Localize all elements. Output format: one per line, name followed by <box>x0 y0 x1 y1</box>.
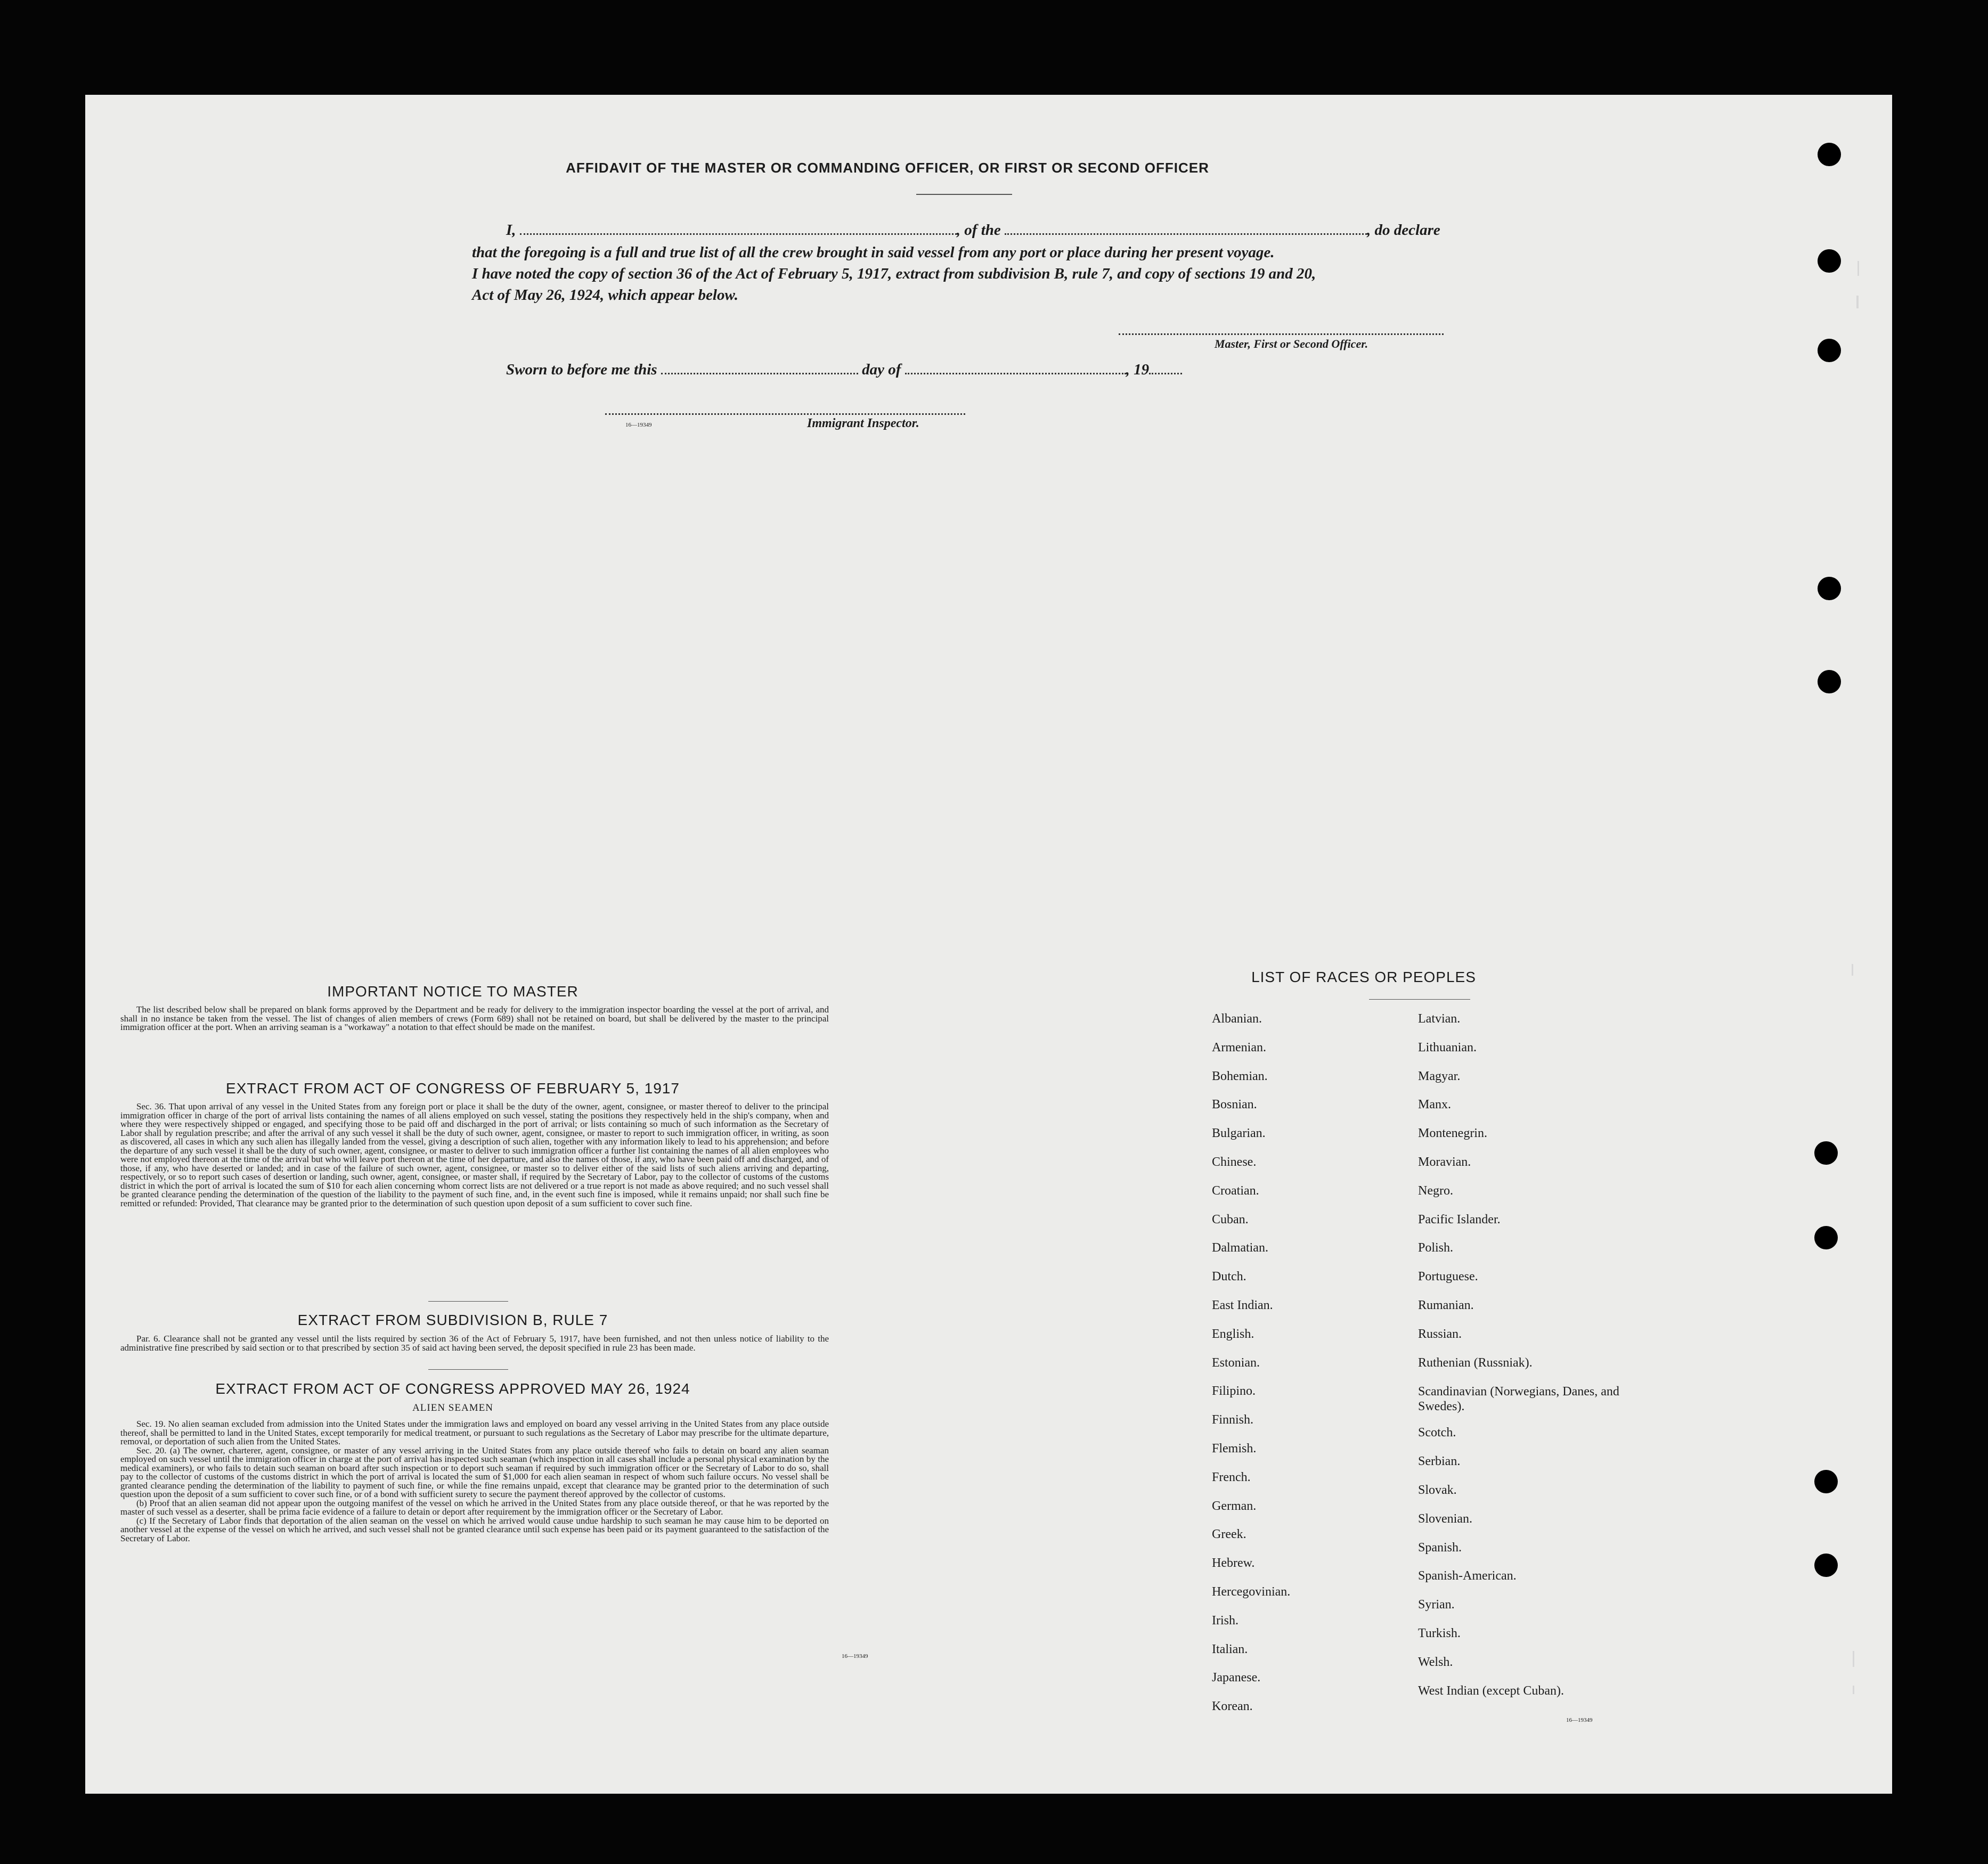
sworn-year-blank[interactable] <box>1149 373 1182 374</box>
binder-hole <box>1818 577 1841 600</box>
extract-1917-rule <box>428 1301 508 1302</box>
master-signature-label: Master, First or Second Officer. <box>1215 337 1368 350</box>
race-item: Polish. <box>1418 1241 1454 1255</box>
race-item: Moravian. <box>1418 1155 1471 1169</box>
affidavit-i: I, <box>506 222 516 239</box>
notice-body <box>120 1005 829 1032</box>
race-item: Hebrew. <box>1212 1556 1255 1571</box>
form-page <box>85 95 1892 1794</box>
scan-speck <box>1853 1651 1854 1667</box>
race-item: Flemish. <box>1212 1442 1257 1456</box>
scan-speck <box>1852 964 1853 976</box>
extract-form-number: 16—19349 <box>842 1653 868 1659</box>
race-item: Chinese. <box>1212 1155 1257 1169</box>
race-item: Bosnian. <box>1212 1098 1257 1112</box>
affidavit-do-declare: , do declare <box>1367 222 1440 239</box>
race-item: Italian. <box>1212 1642 1248 1656</box>
race-item: Portuguese. <box>1418 1270 1478 1284</box>
binder-hole <box>1814 1470 1838 1493</box>
sworn-prefix: Sworn to before me this <box>506 361 657 378</box>
section-20b-paragraph: (b) Proof that an alien seaman did not appear upon the outgoing manifest of the vessel on which he arrived in the United States from any place outside thereof, or that he was reported by the master of such vessel as a deserter, shall be prima facie evidence of a failure to detain or deport after requirement by the immigration officer or the Secretary of Labor. <box>120 1498 829 1517</box>
affidavit-line-3: I have noted the copy of section 36 of the Act of February 5, 1917, extract from subdivision B, rule 7, and copy of sections 19 and 20, <box>472 265 1316 282</box>
race-item: Scandinavian (Norwegians, Danes, and Swedes). <box>1418 1385 1619 1414</box>
races-form-number: 16—19349 <box>1566 1717 1593 1723</box>
binder-hole <box>1818 339 1841 362</box>
race-item: Turkish. <box>1418 1626 1461 1640</box>
title-rule <box>916 194 1012 195</box>
race-item: Filipino. <box>1212 1384 1256 1399</box>
races-title: LIST OF RACES OR PEOPLES <box>1251 969 1476 985</box>
race-item: Montenegrin. <box>1418 1126 1487 1141</box>
master-signature-line[interactable] <box>1119 333 1444 335</box>
binder-hole <box>1818 143 1841 166</box>
race-item: Negro. <box>1418 1183 1453 1198</box>
alien-seamen-subtitle: ALIEN SEAMEN <box>412 1402 493 1413</box>
section-20a-paragraph: Sec. 20. (a) The owner, charterer, agent, consignee, or master of any vessel arriving in the United States from any place outside thereof who fails to detain on board any alien seaman employed on such vessel until the immigration officer in charge at the port of arrival has inspected such seaman (which inspection in all cases shall include a personal physical examination by the medical examiners), or who fails to detain such seaman on board after such inspection or to deport such seaman if required by such immigration officer or the Secretary of Labor to do so, shall pay to the collector of customs of the customs district in which the port of arrival is located the sum of $1,000 for each alien seaman in respect of whom such failure occurs. No vessel shall be granted clearance pending the determination of the liability to payment of such fine, or while the fine remains unpaid, except that clearance may be granted prior to the determination of such question upon the deposit of a sum sufficient to cover such fine, or of a bond with sufficient surety to secure the payment thereof approved by the collector of customs. <box>120 1445 829 1499</box>
race-item: Spanish. <box>1418 1540 1462 1555</box>
binder-hole <box>1818 670 1841 693</box>
affidavit-form-number: 16—19349 <box>625 422 652 428</box>
race-item: Finnish. <box>1212 1413 1254 1427</box>
race-item: West Indian (except Cuban). <box>1418 1683 1564 1698</box>
binder-hole <box>1814 1141 1838 1165</box>
race-item: Estonian. <box>1212 1355 1260 1370</box>
section-19-paragraph: Sec. 19. No alien seaman excluded from admission into the United States under the immigration laws and employed on board any vessel arriving in the United States from any place outside thereof, shall be permitted to land in the United States, except temporarily for medical treatment, or pursuant to such regulations as the Secretary of Labor may prescribe for the ultimate departure, removal, or deportation of such alien from the United States. <box>120 1419 829 1446</box>
race-item: Hercegovinian. <box>1212 1585 1291 1599</box>
section-20c-paragraph: (c) If the Secretary of Labor finds that deportation of the alien seaman on the vessel on which he arrived would cause undue hardship to such seaman he may cause him to be deported on another vessel at the expense of the vessel on which he arrived, and such vessel shall not be granted clearance until such expense has been paid or its payment guaranteed to the satisfaction of the Secretary of Labor. <box>120 1515 829 1543</box>
race-item: Lithuanian. <box>1418 1040 1477 1054</box>
race-item: Korean. <box>1212 1699 1253 1714</box>
race-item: Slovenian. <box>1418 1511 1472 1526</box>
race-item: Syrian. <box>1418 1598 1455 1612</box>
race-item: Manx. <box>1418 1098 1451 1112</box>
sworn-day: day of <box>862 361 901 378</box>
race-item: French. <box>1212 1470 1251 1484</box>
race-item: Bulgarian. <box>1212 1126 1266 1141</box>
race-item: Russian. <box>1418 1327 1462 1341</box>
binder-hole <box>1814 1226 1838 1249</box>
affidavit-line-2: that the foregoing is a full and true list of all the crew brought in said vessel from any port or place during her present voyage. <box>472 244 1275 261</box>
extract-1924-body <box>120 1420 829 1543</box>
inspector-label: Immigrant Inspector. <box>807 416 919 430</box>
race-item: Ruthenian (Russniak). <box>1418 1355 1533 1370</box>
race-item: Cuban. <box>1212 1212 1249 1227</box>
sworn-date-blank[interactable] <box>661 373 858 374</box>
races-rule <box>1369 999 1470 1000</box>
extract-rule7-title: EXTRACT FROM SUBDIVISION B, RULE 7 <box>297 1312 608 1328</box>
race-item: Dutch. <box>1212 1270 1246 1284</box>
race-item: Croatian. <box>1212 1183 1259 1198</box>
sworn-month-blank[interactable] <box>905 373 1126 374</box>
par-6-paragraph: Par. 6. Clearance shall not be granted any vessel until the lists required by section 36 of the Act of February 5, 1917, have been furnished, and not then unless notice of liability to the administrative fine prescribed by said section or to that prescribed by section 35 of said act having been served, the deposit specified in rule 23 has been made. <box>120 1334 829 1353</box>
notice-title: IMPORTANT NOTICE TO MASTER <box>327 983 579 1000</box>
scan-speck <box>1857 261 1859 276</box>
affidavit-line-1 <box>506 222 1550 239</box>
sworn-year: , 19 <box>1126 361 1150 378</box>
race-item: Bohemian. <box>1212 1069 1268 1083</box>
race-item: Armenian. <box>1212 1040 1266 1054</box>
extract-rule7-body <box>120 1335 829 1352</box>
race-item: East Indian. <box>1212 1298 1273 1312</box>
extract-1917-title: EXTRACT FROM ACT OF CONGRESS OF FEBRUARY 5, 1917 <box>226 1080 680 1097</box>
race-item: Japanese. <box>1212 1671 1261 1685</box>
race-item: Pacific Islander. <box>1418 1212 1501 1227</box>
section-36-paragraph: Sec. 36. That upon arrival of any vessel in the United States from any foreign port or place it shall be the duty of the owner, agent, consignee, or master thereof to deliver to the principal immigration officer in charge of the port of arrival lists containing the names of all aliens employed on such vessel, stating the positions they respectively held in the ship's company, when and where they were respectively shipped or engaged, and specifying those to be paid off and discharged in the port of arrival; or lists containing so much of such information as the Secretary of Labor shall by regulation prescribe; and after the arrival of any such vessel it shall be the duty of such owner, agent, consignee, or master to report to such immigration officer, in writing, as soon as discovered, all cases in which any such alien has illegally landed from the vessel, giving a description of such alien, together with any information likely to lead to his apprehension; and before the departure of any such vessel it shall be the duty of such owner, agent, consignee, or master to deliver to such immigration officer a further list containing the names of all alien employees who were not employed thereon at the time of the arrival but who will leave port thereon at the time of her departure, and also the names of those, if any, who have been paid off and discharged, and of those, if any, who have deserted or landed; and in case of the failure of such owner, agent, consignee, or master so to deliver either of the said lists of such aliens arriving and departing, respectively, or so to report such cases of desertion or landing, such owner, agent, consignee, or master shall, if required by the Secretary of Labor, pay to the collector of customs of the customs district in which the port of arrival is located the sum of $10 for each alien concerning whom correct lists are not delivered or a true report is not made as above required; and no such vessel shall be granted clearance pending the determination of the question of the liability to the payment of such fine, and, in the event such fine is imposed, while it remains unpaid; nor shall such fine be remitted or refunded: Provided, That clearance may be granted prior to the determination of such question upon deposit of a sum sufficient to cover such fine. <box>120 1101 829 1208</box>
race-item: Welsh. <box>1418 1655 1453 1669</box>
inspector-signature-line[interactable] <box>605 413 965 415</box>
binder-hole <box>1818 249 1841 273</box>
extract-1917-body <box>120 1102 829 1208</box>
race-item: Albanian. <box>1212 1012 1262 1026</box>
affidavit-of-the: , of the <box>956 222 1001 239</box>
vessel-blank[interactable] <box>1005 233 1367 235</box>
affidavit-line-4: Act of May 26, 1924, which appear below. <box>472 287 738 304</box>
scan-speck <box>1856 296 1859 308</box>
race-item: Rumanian. <box>1418 1298 1474 1312</box>
scan-speck <box>1853 1686 1854 1694</box>
race-item: Magyar. <box>1418 1069 1461 1083</box>
binder-hole <box>1814 1554 1838 1577</box>
race-item: Slovak. <box>1418 1483 1457 1497</box>
race-item: Dalmatian. <box>1212 1241 1268 1255</box>
race-item: Greek. <box>1212 1527 1246 1542</box>
extract-1924-title: EXTRACT FROM ACT OF CONGRESS APPROVED MAY 26, 1924 <box>215 1380 690 1397</box>
race-item: Latvian. <box>1418 1012 1461 1026</box>
affidavit-title: AFFIDAVIT OF THE MASTER OR COMMANDING OFFICER, OR FIRST OR SECOND OFFICER <box>566 160 1209 176</box>
extract-rule7-rule <box>428 1369 508 1370</box>
race-item: Irish. <box>1212 1613 1239 1628</box>
sworn-line <box>506 361 1182 379</box>
name-blank[interactable] <box>520 233 957 235</box>
race-item: English. <box>1212 1327 1254 1341</box>
race-item: Spanish-American. <box>1418 1569 1517 1583</box>
race-item: German. <box>1212 1499 1257 1513</box>
race-item: Scotch. <box>1418 1426 1456 1440</box>
notice-paragraph: The list described below shall be prepared on blank forms approved by the Department and be ready for delivery to the immigration inspector boarding the vessel at the port of arrival, and shall in no instance be taken from the vessel. The list of changes of alien members of crews (Form 689) shall not be retained on board, but shall be delivered by the master to the principal immigration officer at the port. When an arriving seaman is a "workaway" a notation to that effect should be made on the manifest. <box>120 1004 829 1032</box>
race-item: Serbian. <box>1418 1454 1461 1469</box>
